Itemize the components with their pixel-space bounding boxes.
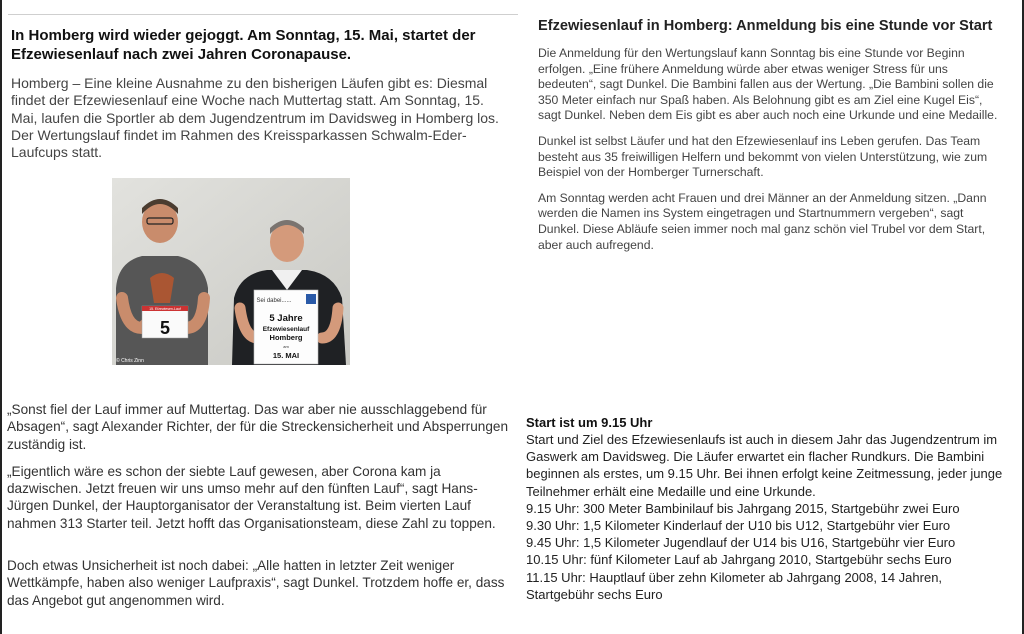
article-headline: In Homberg wird wieder gejoggt. Am Sonntag, 15. Mai, startet der Efzewiesenlauf nach zwei Jahren Coronapause. — [11, 27, 476, 63]
schedule-item: 9.45 Uhr: 1,5 Kilometer Jugendlauf der U14 bis U16, Startgebühr vier Euro — [526, 535, 956, 551]
paragraph: Am Sonntag werden acht Frauen und drei Männer an der Anmeldung sitzen. „Dann werden die Namen ins System eingetragen und Startnummern vergeben“, sagt Dunkel. Diese Abläufe seien immer noch mal ganz schön viel Trubel vor dem Start, aber auch aufregend. — [538, 190, 987, 252]
left-article-bottom — [7, 401, 517, 619]
section-headline: Efzewiesenlauf in Homberg: Anmeldung bis eine Stunde vor Start — [538, 18, 993, 34]
paragraph: „Eigentlich wäre es schon der siebte Lauf gewesen, aber Corona kam ja dazwischen. Jetzt freuen wir uns umso mehr auf den fünften Lauf“, sagt Hans-Jürgen Dunkel, der Hauptorganisator der Veranstaltung ist. Beim vierten Lauf nahmen 313 Starter teil. Jetzt hofft das Organisationsteam, diese Zahl zu toppen. — [7, 463, 496, 531]
paragraph: Start und Ziel des Efzewiesenlaufs ist auch in diesem Jahr das Jugendzentrum im Gaswerk am Davidsweg. Die Läufer erwartet ein flacher Rundkurs. Die Bambini beginnen als erstes, um 9.15 Uhr. Bei ihnen erfolgt keine Zeitmessung, jeder junge Teilnehmer erhält eine Medaille und eine Urkunde. — [526, 432, 1003, 499]
photo-credit: © Chris Zinn — [116, 358, 144, 364]
left-article-top — [11, 26, 511, 161]
article-photo — [112, 178, 350, 365]
runners-photo-illustration — [112, 178, 350, 365]
schedule-item: 11.15 Uhr: Hauptlauf über zehn Kilometer ab Jahrgang 2008, 14 Jahren, Startgebühr sechs Euro — [526, 569, 943, 602]
divider — [8, 14, 518, 15]
paragraph: „Sonst fiel der Lauf immer auf Muttertag. Das war aber nie ausschlaggebend für Absagen“, sagt Alexander Richter, der für die Streckensicherheit und Absperrungen zuständig ist. — [7, 402, 509, 452]
bib-number: 5 — [159, 318, 171, 338]
right-article-bottom — [526, 414, 1006, 603]
schedule-item: 10.15 Uhr: fünf Kilometer Lauf ab Jahrgang 2010, Startgebühr sechs Euro — [526, 552, 952, 568]
sign-line-3: Efzewiesenlauf — [262, 326, 310, 333]
right-article-top — [538, 17, 998, 263]
sign-line-2: 5 Jahre — [269, 313, 303, 324]
sign-line-1: Sei dabei...... — [256, 298, 292, 304]
paragraph: Dunkel ist selbst Läufer und hat den Efzewiesenlauf ins Leben gerufen. Das Team besteht aus 35 freiwilligen Helfern und bekommt von vielen Unterstützung, wie zum Beispiel von der Homberger Turnerschaft. — [538, 133, 988, 180]
sign-line-4: Homberg — [269, 333, 303, 342]
schedule-item: 9.15 Uhr: 300 Meter Bambinilauf bis Jahrgang 2015, Startgebühr zwei Euro — [526, 500, 960, 516]
sign-line-5: am — [283, 344, 289, 349]
lead-paragraph: Homberg – Eine kleine Ausnahme zu den bisherigen Läufen gibt es: Diesmal findet der Efzewiesenlauf eine Woche nach Muttertag statt. Am Sonntag, 15. Mai, laufen die Sportler ab dem Jugendzentrum im Davidsweg in Homberg los. Der Wertungslauf findet im Rahmen des Kreissparkassen Schwalm-Eder-Laufcups statt. — [11, 75, 499, 161]
paragraph: Die Anmeldung für den Wertungslauf kann Sonntag bis eine Stunde vor Beginn erfolgen. „Eine frühere Anmeldung würde aber etwas weniger Stress für uns bedeuten“, sagt Dunkel. Die Bambini fallen aus der Wertung. „Die Bambini sollen die 350 Meter einfach nur Spaß haben. Als Belohnung gibt es am Ziel eine Kugel Eis“, sagt Dunkel. Neben dem Eis gibt es aber auch noch eine Urkunde und eine Medaille. — [538, 46, 998, 123]
sign-line-6: 15. MAI — [272, 351, 300, 360]
schedule-item: 9.30 Uhr: 1,5 Kilometer Kinderlauf der U10 bis U12, Startgebühr vier Euro — [526, 518, 951, 534]
bib-top-text: 15. Efzewiesen-Lauf — [149, 307, 181, 311]
section-subheading: Start ist um 9.15 Uhr — [526, 415, 653, 430]
paragraph: Doch etwas Unsicherheit ist noch dabei: „Alle hatten in letzter Zeit weniger Wettkämpfe, haben also weniger Laufpraxis“, sagt Dunkel. Trotzdem hoffe er, dass das Angebot gut angenommen wird. — [7, 558, 505, 608]
page-border-left — [0, 0, 2, 634]
